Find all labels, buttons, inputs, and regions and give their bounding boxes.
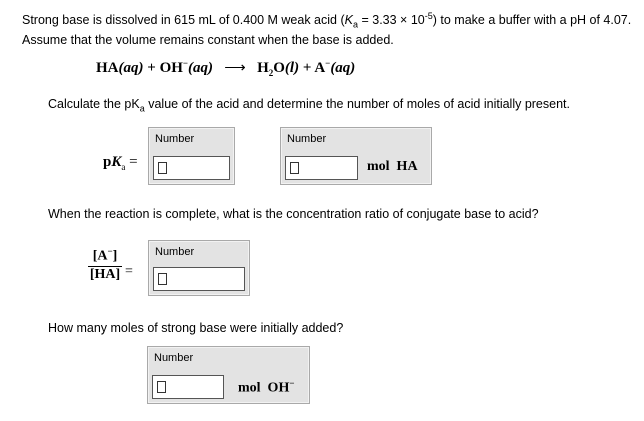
- text-cursor-icon: [158, 162, 167, 174]
- intro-line-2: Assume that the volume remains constant when the base is added.: [22, 32, 394, 47]
- number-label: Number: [154, 352, 194, 364]
- reaction-equation: HA(aq) + OH−(aq) ⟶ $H_2O(l) + A^-(aq)$: [96, 58, 356, 78]
- unit-mol-ha: mol HA: [367, 159, 418, 174]
- problem-statement: [22, 9, 642, 48]
- number-label: Number: [155, 133, 195, 145]
- ratio-denominator: [HA]: [89, 266, 121, 282]
- pka-input[interactable]: [153, 156, 230, 180]
- text-cursor-icon: [157, 381, 166, 393]
- number-label: Number: [287, 133, 327, 145]
- ratio-equals: =: [125, 264, 133, 279]
- question-1: Calculate the $pK_a$ value of the acid and determine the number of moles of acid initially present.: [48, 97, 570, 114]
- ratio-fraction: [88, 246, 122, 283]
- text-cursor-icon: [158, 273, 167, 285]
- pka-label: $pK_a$ =: [103, 154, 138, 172]
- text-cursor-icon: [290, 162, 299, 174]
- intro-line-1: Strong base is dissolved in 615 mL of 0.400 M weak acid $(K_a = 3.33 \times 10^{-5})$ to make a buffer with a pH of 4.07.: [22, 11, 632, 30]
- ratio-input[interactable]: [153, 267, 245, 291]
- moles-acid-input[interactable]: [285, 156, 358, 180]
- unit-mol-oh: mol OH−: [238, 378, 295, 396]
- moles-base-answer-box: [147, 346, 310, 404]
- pka-answer-box: [148, 127, 235, 185]
- ratio-answer-box: [148, 240, 250, 296]
- question-2: When the reaction is complete, what is the concentration ratio of conjugate base to acid?: [48, 207, 539, 221]
- ratio-numerator: [A−]: [88, 246, 122, 267]
- moles-acid-answer-box: [280, 127, 432, 185]
- number-label: Number: [155, 246, 195, 258]
- reaction-arrow: ⟶: [224, 60, 246, 76]
- moles-base-input[interactable]: [152, 375, 224, 399]
- question-3: How many moles of strong base were initially added?: [48, 321, 344, 335]
